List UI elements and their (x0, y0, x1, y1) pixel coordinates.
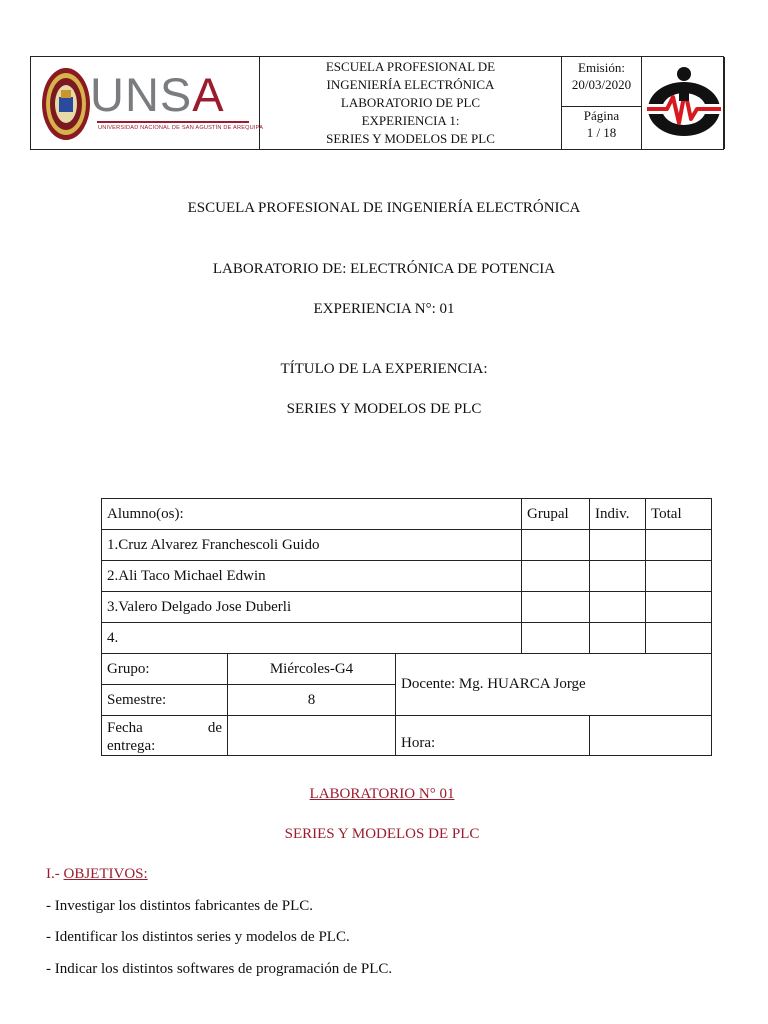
table-row (102, 716, 712, 756)
students-header: Alumno(os): (102, 499, 522, 530)
objective-item: - Indicar los distintos softwares de programación de PLC. (46, 961, 393, 977)
table-row (102, 499, 712, 530)
grupo-label: Grupo: (102, 654, 228, 685)
university-seal-icon (41, 64, 91, 144)
page-label: Página (583, 108, 620, 123)
university-logo-wordmark: UNSA (90, 68, 225, 121)
experience-title-label: TÍTULO DE LA EXPERIENCIA: (280, 361, 488, 377)
grupal-cell (522, 592, 590, 623)
indiv-header: Indiv. (590, 499, 646, 530)
docente: Docente: Mg. HUARCA Jorge (396, 654, 712, 716)
total-cell (646, 592, 712, 623)
hora-label: Hora: (396, 716, 590, 756)
indiv-cell (590, 623, 646, 654)
header-meta (562, 57, 642, 149)
experience-number: EXPERIENCIA N°: 01 (313, 301, 455, 317)
university-logo-cell (31, 57, 264, 149)
indiv-cell (590, 530, 646, 561)
indiv-cell (590, 592, 646, 623)
student-name: 1.Cruz Alvarez Franchescoli Guido (102, 530, 522, 561)
entrega-word: entrega: (107, 737, 156, 754)
section-title: OBJETIVOS: (63, 866, 148, 882)
indiv-cell (590, 561, 646, 592)
total-cell (646, 623, 712, 654)
header-title (260, 57, 562, 149)
objective-item: - Investigar los distintos fabricantes de PLC. (46, 898, 314, 914)
objective-item: - Identificar los distintos series y modelos de PLC. (46, 929, 350, 945)
emission-label: Emisión: (578, 60, 625, 75)
student-name: 2.Ali Taco Michael Edwin (102, 561, 522, 592)
objectives-heading (46, 866, 148, 883)
lab-heading-text: LABORATORIO N° 01 (309, 786, 455, 802)
fecha-entrega-value (228, 716, 396, 756)
student-table (101, 498, 712, 756)
header-title-line: ESCUELA PROFESIONAL DE (325, 59, 496, 74)
grupal-cell (522, 623, 590, 654)
page-number: 1 / 18 (586, 125, 617, 140)
university-full-name: UNIVERSIDAD NACIONAL DE SAN AGUSTÍN DE AREQUIPA (98, 125, 264, 131)
school-name: ESCUELA PROFESIONAL DE INGENIERÍA ELECTRÓNICA (187, 200, 581, 216)
lab-name: LABORATORIO DE: ELECTRÓNICA DE POTENCIA (212, 261, 556, 277)
header-title-line: SERIES Y MODELOS DE PLC (326, 131, 495, 146)
electronics-logo-icon (645, 63, 723, 143)
header-title-line: EXPERIENCIA 1: (361, 113, 460, 128)
logo-divider (97, 121, 249, 123)
grupo-value: Miércoles-G4 (228, 654, 396, 685)
lab-heading (0, 786, 764, 803)
total-cell (646, 561, 712, 592)
grupal-cell (522, 561, 590, 592)
student-name: 3.Valero Delgado Jose Duberli (102, 592, 522, 623)
grupal-cell (522, 530, 590, 561)
department-logo-cell (642, 57, 725, 149)
semestre-value: 8 (228, 685, 396, 716)
experience-title: SERIES Y MODELOS DE PLC (286, 401, 482, 417)
header-title-line: LABORATORIO DE PLC (340, 95, 481, 110)
semestre-label: Semestre: (102, 685, 228, 716)
student-name: 4. (102, 623, 522, 654)
emission-date: 20/03/2020 (571, 77, 632, 92)
table-row (102, 530, 712, 561)
total-cell (646, 530, 712, 561)
total-header: Total (646, 499, 712, 530)
table-row (102, 592, 712, 623)
document-header (30, 56, 724, 150)
de-word: de (207, 719, 222, 736)
header-title-line: INGENIERÍA ELECTRÓNICA (326, 77, 495, 92)
fecha-entrega-label (102, 716, 228, 756)
grupal-header: Grupal (522, 499, 590, 530)
hora-value (590, 716, 712, 756)
table-row (102, 561, 712, 592)
fecha-word: Fecha (107, 719, 143, 736)
table-row (102, 654, 712, 685)
table-row (102, 623, 712, 654)
section-number: I.- (46, 866, 60, 882)
lab-subheading: SERIES Y MODELOS DE PLC (284, 826, 480, 842)
